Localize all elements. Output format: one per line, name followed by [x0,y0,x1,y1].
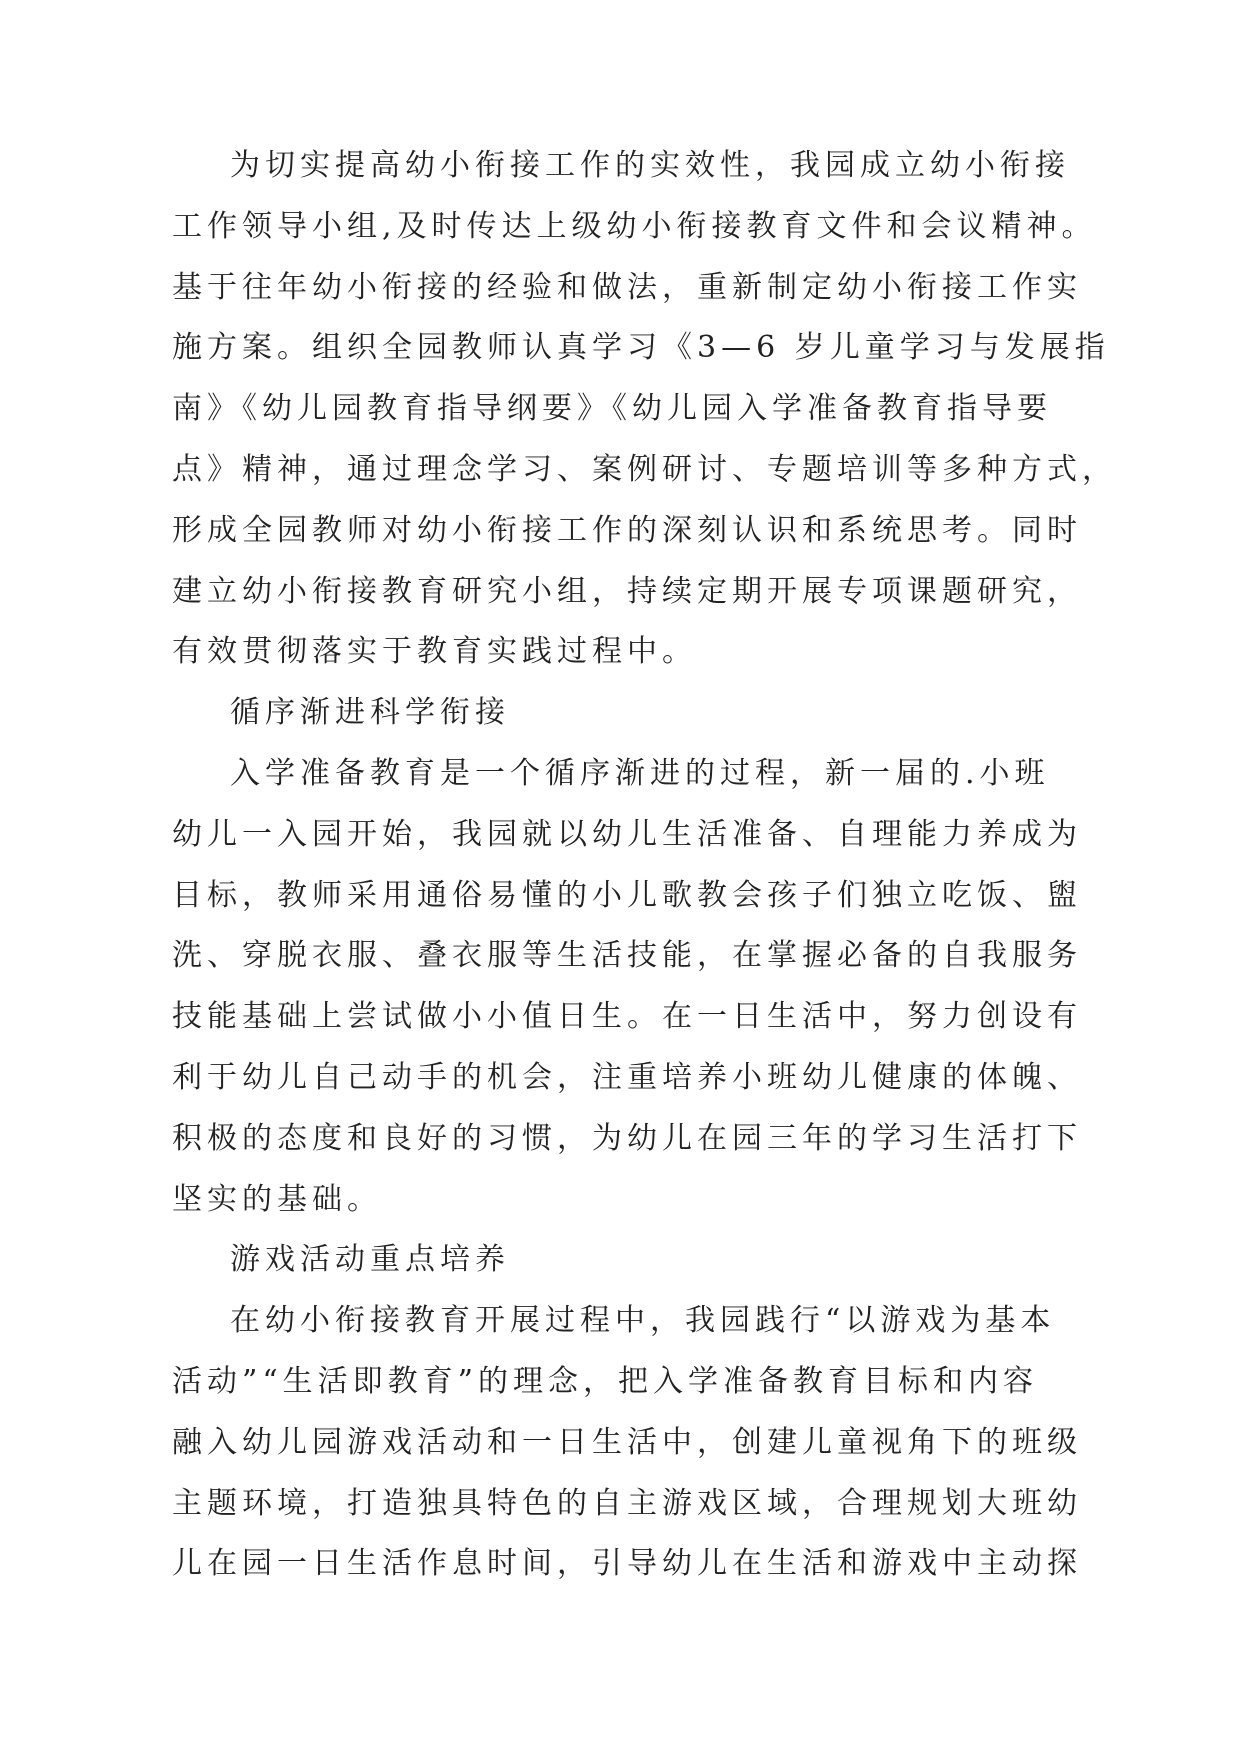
paragraph-line: 形成全园教师对幼小衔接工作的深刻认识和系统思考。同时 [172,512,1082,548]
paragraph-line: 利于幼儿自己动手的机会，注重培养小班幼儿健康的体魄、 [172,1060,1082,1095]
paragraph-line: 施方案。组织全园教师认真学习《3—6 岁儿童学习与发展指 [172,330,1110,366]
paragraph-line: 南》《幼儿园教育指导纲要》《幼儿园入学准备教育指导要 [172,391,1052,427]
paragraph-line: 积极的态度和良好的习惯，为幼儿在园三年的学习生活打下 [172,1120,1082,1156]
paragraph-line: 幼儿一入园开始，我园就以幼儿生活准备、自理能力养成为 [172,816,1082,852]
paragraph-line: 为切实提高幼小衔接工作的实效性，我园成立幼小衔接 [230,148,1070,183]
paragraph-line: 活动”“生活即教育”的理念，把入学准备教育目标和内容 [172,1364,1039,1399]
paragraph-line: 工作领导小组,及时传达上级幼小衔接教育文件和会议精神。 [172,208,1097,244]
section-heading: 循序渐进科学衔接 [230,695,510,731]
paragraph-line: 儿在园一日生活作息时间，引导幼儿在生活和游戏中主动探 [172,1546,1082,1582]
paragraph-line: 洗、穿脱衣服、叠衣服等生活技能，在掌握必备的自我服务 [172,938,1082,974]
paragraph-line: 融入幼儿园游戏活动和一日生活中，创建儿童视角下的班级 [172,1424,1082,1460]
paragraph-line: 基于往年幼小衔接的经验和做法，重新制定幼小衔接工作实 [172,269,1082,305]
paragraph-line: 技能基础上尝试做小小值日生。在一日生活中，努力创设有 [172,999,1082,1035]
paragraph-line: 点》精神，通过理念学习、案例研讨、专题培训等多种方式， [172,452,1117,487]
paragraph-line: 在幼小衔接教育开展过程中，我园践行“以游戏为基本 [230,1303,1056,1339]
paragraph-line: 建立幼小衔接教育研究小组，持续定期开展专项课题研究， [172,573,1082,609]
paragraph-line: 坚实的基础。 [172,1181,382,1217]
paragraph-line: 主题环境，打造独具特色的自主游戏区域，合理规划大班幼 [172,1485,1082,1521]
paragraph-line: 有效贯彻落实于教育实践过程中。 [172,634,697,670]
section-heading: 游戏活动重点培养 [230,1242,510,1278]
paragraph-line: 目标，教师采用通俗易懂的小儿歌教会孩子们独立吃饭、盥 [172,877,1082,913]
paragraph-line: 入学准备教育是一个循序渐进的过程，新一届的.小班 [230,756,1050,791]
